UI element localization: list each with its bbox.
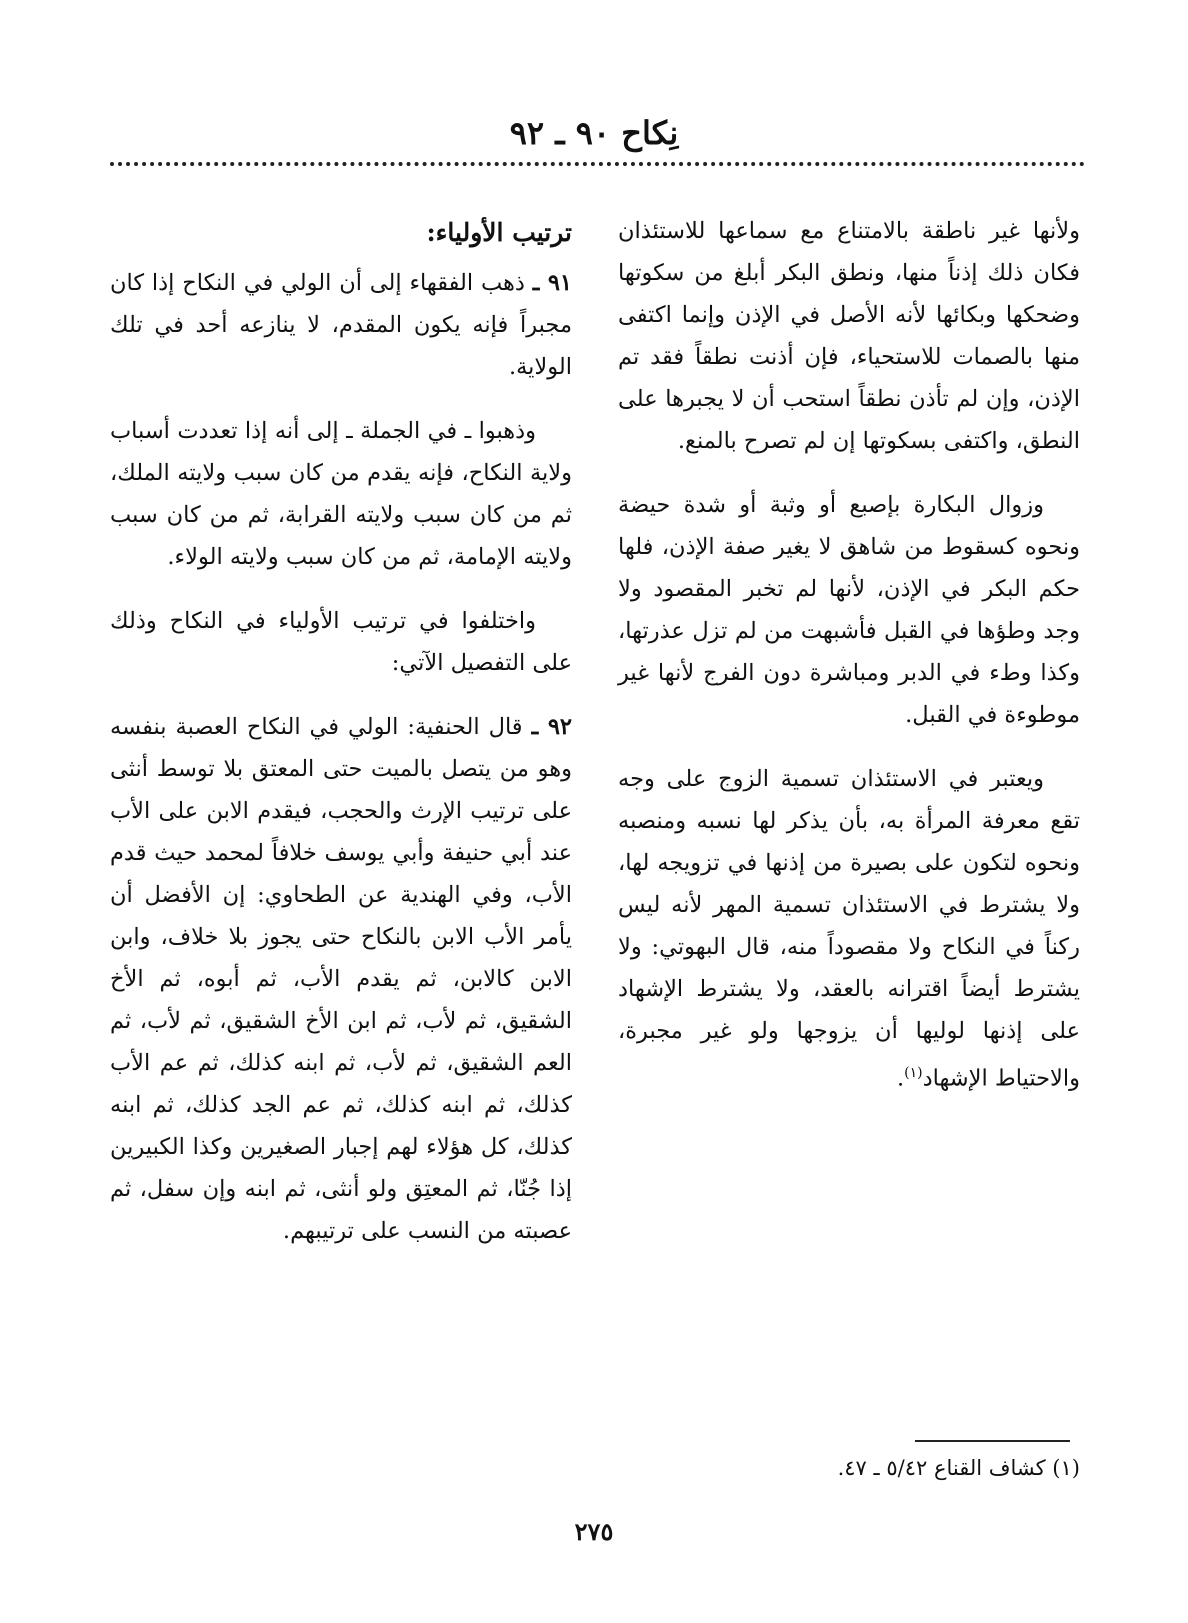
left-paragraph-92 bbox=[110, 706, 572, 1252]
left-paragraph-3: واختلفوا في ترتيب الأولياء في النكاح وذلك على التفصيل الآتي: bbox=[110, 608, 572, 676]
right-paragraph-3-text: ويعتبر في الاستئذان تسمية الزوج على وجه تقع معرفة المرأة به، بأن يذكر لها نسبه ومنصبه ونحوه لتكون على بصيرة من إذنها في تزويجه لها، ولا يشترط في الاستئذان تسمية المهر لأنه ليس ركناً في النكاح ولا مقصوداً منه، قال البهوتي: ولا يشترط أيضاً اقترانه بالعقد، ولا يشترط الإشهاد على إذنها لوليها أن يزوجها ولو غير مجبرة، والاحتياط الإشهاد bbox=[618, 766, 1080, 1092]
page-number: ٢٧٥ bbox=[574, 1517, 614, 1546]
left-paragraph-92-text: قال الحنفية: الولي في النكاح العصبة بنفسه وهو من يتصل بالميت حتى المعتق بلا توسط أنثى على ترتيب الإرث والحجب، فيقدم الابن على الأب عند أبي حنيفة وأبي يوسف خلافاً لمحمد حيث قدم الأب، وفي الهندية عن الطحاوي: إن الأفضل أن يأمر الأب الابن بالنكاح حتى يجوز بلا خلاف، وابن الابن كالابن، ثم يقدم الأب، ثم أبوه، ثم الأخ الشقيق، ثم لأب، ثم ابن الأخ الشقيق، ثم لأب، ثم العم الشقيق، ثم لأب، ثم ابنه كذلك، ثم عم الأب كذلك، ثم ابنه كذلك، ثم عم الجد كذلك، ثم ابنه كذلك، كل هؤلاء لهم إجبار الصغيرين وكذا الكبيرين إذا جُنّا، ثم المعتِق ولو أنثى، ثم ابنه وإن سفل، ثم عصبته من النسب على ترتيبهم. bbox=[110, 714, 572, 1244]
right-paragraph-1: ولأنها غير ناطقة بالامتناع مع سماعها للاستئذان فكان ذلك إذناً منها، ونطق البكر أبلغ من سكوتها وضحكها وبكائها لأنه الأصل في الإذن وإنما اكتفى منها بالصمات للاستحياء، فإن أذنت نطقاً فقد تم الإذن، وإن لم تأذن نطقاً استحب أن لا يجبرها على النطق، واكتفى بسكوتها إن لم تصرح بالمنع. bbox=[618, 218, 1080, 454]
left-paragraph-2: وذهبوا ـ في الجملة ـ إلى أنه إذا تعددت أسباب ولاية النكاح، فإنه يقدم من كان سبب ولايته الملك، ثم من كان سبب ولايته القرابة، ثم من كان سبب ولايته الإمامة، ثم من كان سبب ولايته الولاء. bbox=[110, 418, 572, 570]
paragraph-number-91: ٩١ ـ bbox=[532, 270, 572, 296]
right-column bbox=[618, 210, 1080, 1122]
paragraph-number-92: ٩٢ ـ bbox=[531, 714, 572, 740]
header-dotted-rule bbox=[110, 162, 1085, 166]
right-paragraph-2: وزوال البكارة بإصبع أو وثبة أو شدة حيضة ونحوه كسقوط من شاهق لا يغير صفة الإذن، فلها حكم البكر في الإذن، لأنها لم تخبر المقصود ولا وجد وطؤها في القبل فأشبهت من لم تزل عذرتها، وكذا وطء في الدبر ومباشرة دون الفرج لأنها غير موطوءة في القبل. bbox=[618, 492, 1080, 728]
footnote-rule bbox=[915, 1440, 1070, 1442]
left-paragraph-91 bbox=[110, 262, 572, 388]
footnote-reference: (١) bbox=[904, 1065, 923, 1081]
running-header-title: نِكاح ٩٠ ـ ٩٢ bbox=[509, 114, 679, 152]
section-heading: ترتيب الأولياء: bbox=[426, 218, 572, 247]
footnote: (١) كشاف القناع ٥/٤٢ ـ ٤٧. bbox=[837, 1456, 1080, 1480]
left-column bbox=[110, 210, 572, 1274]
left-paragraph-91-text: ذهب الفقهاء إلى أن الولي في النكاح إذا كان مجبراً فإنه يكون المقدم، لا ينازعه أحد في تلك الولاية. bbox=[110, 270, 572, 380]
right-paragraph-3 bbox=[618, 758, 1080, 1100]
right-paragraph-3-end: . bbox=[896, 1065, 905, 1092]
